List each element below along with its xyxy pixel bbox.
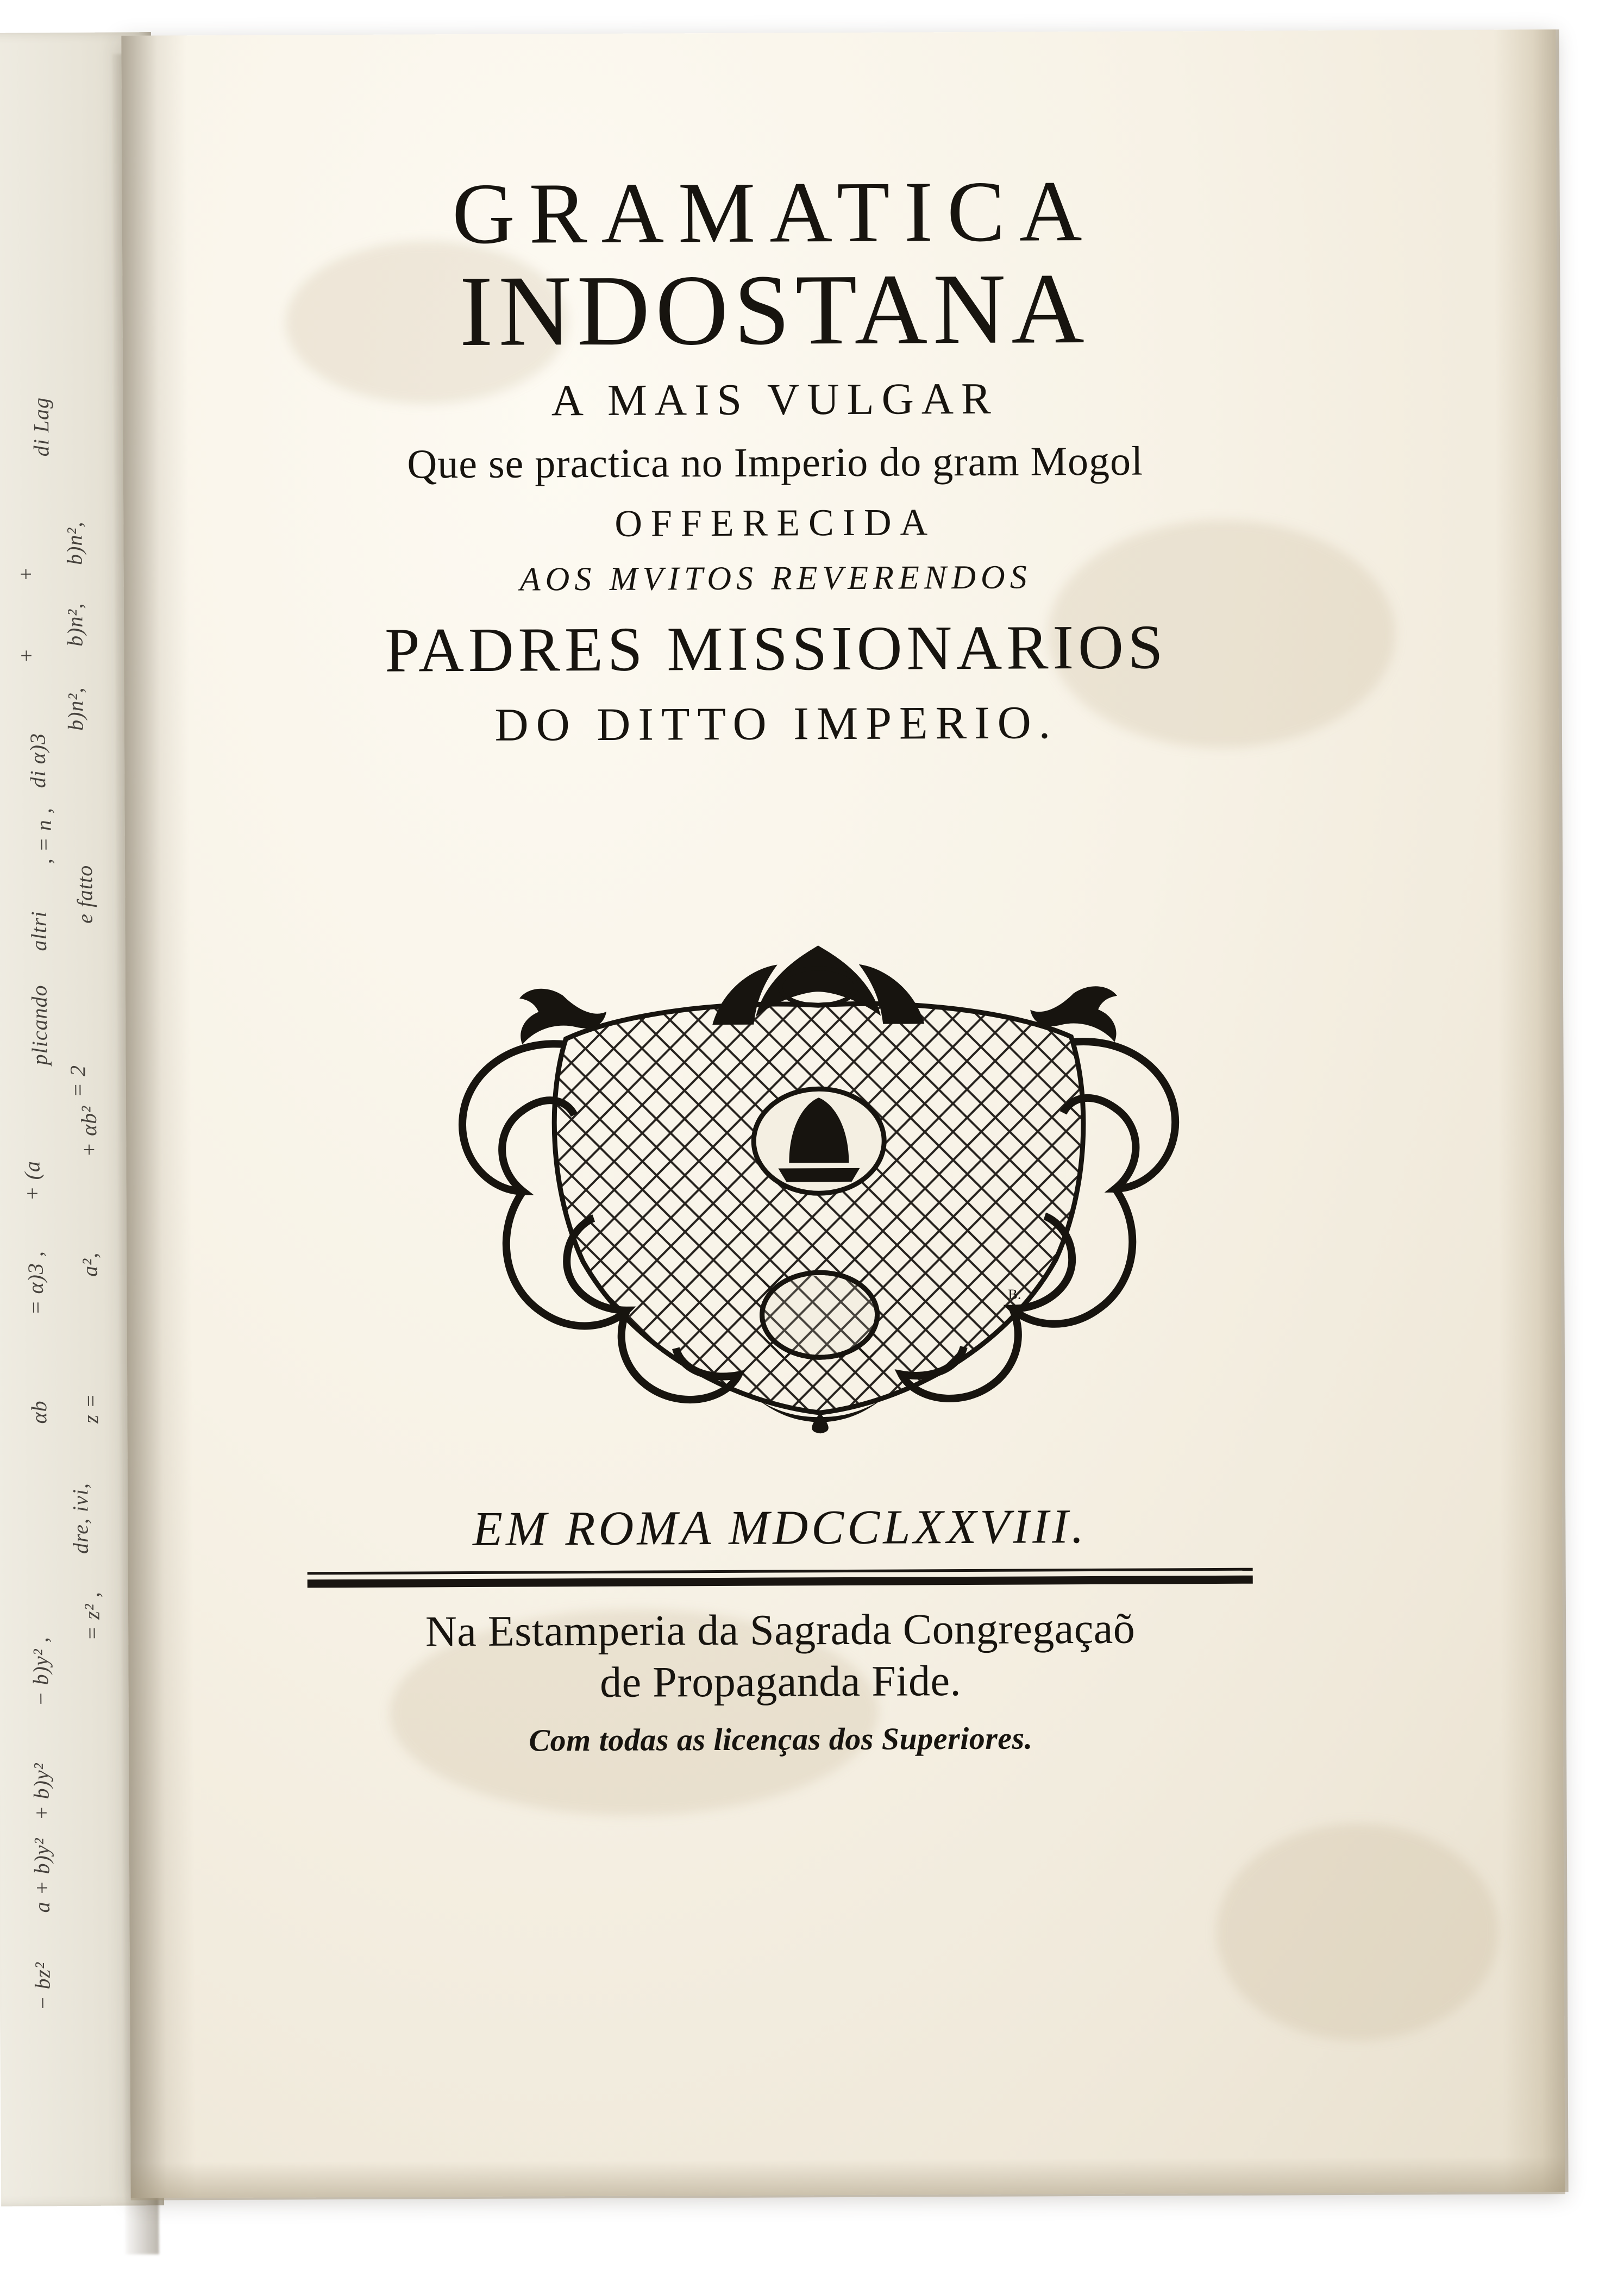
title-text-block (181, 162, 1369, 758)
math-fragment: − b)y² , (28, 1636, 53, 1707)
math-fragment: = α)3 , (23, 1251, 48, 1315)
dedicatee-name: PADRES MISSIONARIOS (384, 612, 1168, 686)
imprint-block (187, 1497, 1373, 1760)
dedication-recipient-prefix: AOS MVITOS REVERENDOS (519, 559, 1032, 598)
math-fragment: , = n , (31, 807, 57, 864)
math-fragment: b)n², (63, 687, 88, 731)
imprint-license-note: Com todas as licenças dos Superiores. (529, 1720, 1033, 1758)
title-main-line-1: GRAMATICA (452, 162, 1096, 262)
math-fragment: di α)3 (25, 732, 51, 788)
subtitle-line-2: Que se practica no Imperio do gram Mogol (407, 438, 1144, 487)
math-fragment: + (13, 566, 38, 582)
math-fragment: altri (26, 911, 52, 951)
math-fragment: e fatto (72, 864, 97, 924)
subtitle-line-1: A MAIS VULGAR (551, 373, 999, 425)
deckled-edge-right (1494, 29, 1568, 2192)
math-fragment: + αb² (76, 1105, 102, 1157)
math-fragment: b)n², (62, 603, 87, 647)
dedicatee-qualifier: DO DITTO IMPERIO. (494, 695, 1058, 751)
math-fragment: − bz² (30, 1961, 55, 2011)
dedication-label: OFFERECIDA (615, 501, 937, 545)
imprint-printer-line-1: Na Estamperia da Sagrada Congregaçaõ (425, 1604, 1136, 1656)
math-fragment: = z² , (79, 1591, 104, 1641)
deckled-edge-bottom (130, 2156, 1565, 2200)
imprint-place-date: EM ROMA MDCCLXXVIII. (472, 1500, 1087, 1556)
math-fragment: b)n², (62, 521, 87, 566)
title-main-line-2: INDOSTANA (459, 253, 1090, 368)
math-fragment: + (a (20, 1161, 45, 1201)
math-fragment: plicando (27, 984, 52, 1065)
math-fragment: + (14, 648, 39, 663)
ornament-signature: B. (1008, 1286, 1021, 1302)
math-fragment: a + b)y² (29, 1838, 54, 1913)
horizontal-rule (308, 1568, 1253, 1588)
math-fragment: αb (27, 1400, 52, 1424)
math-fragment: dre, ivi, (68, 1483, 93, 1554)
math-fragment: + b)y² (29, 1763, 54, 1821)
math-fragment: di Lag (28, 397, 54, 457)
printers-ornament (430, 933, 1209, 1436)
title-page (121, 29, 1565, 2198)
imprint-printer-line-2: de Propaganda Fide. (599, 1657, 962, 1707)
math-fragment: a², (77, 1252, 102, 1277)
math-fragment: z = (78, 1393, 103, 1424)
math-fragment: = 2 (65, 1064, 90, 1098)
